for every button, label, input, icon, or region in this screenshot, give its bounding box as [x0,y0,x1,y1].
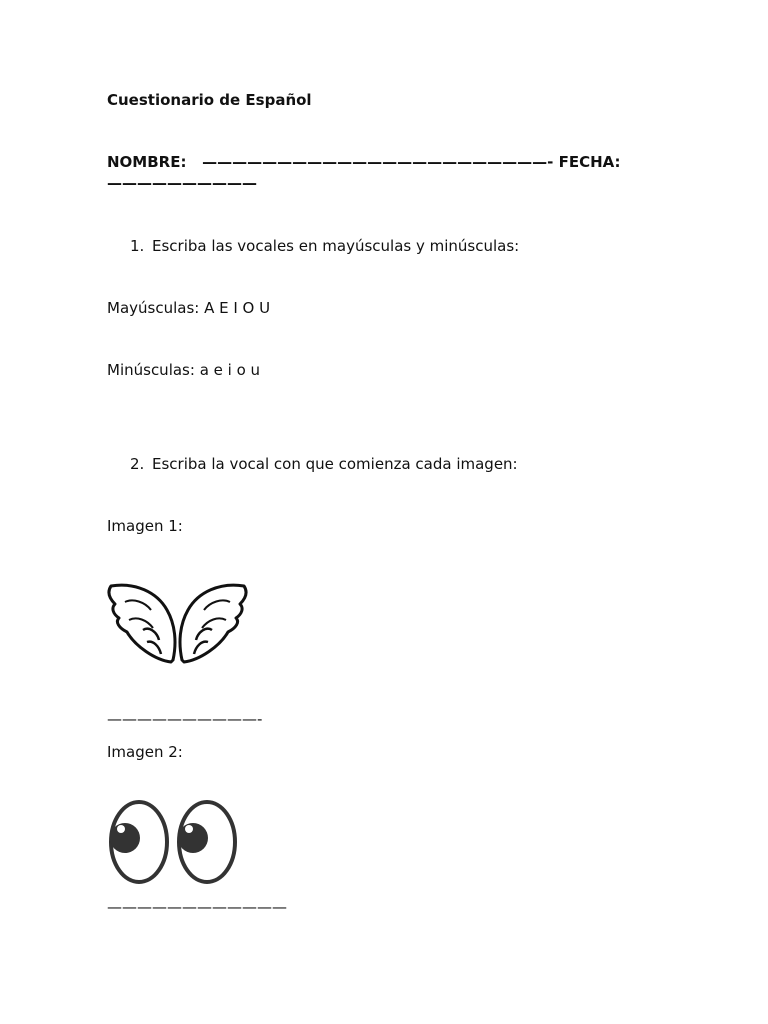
question-2-number: 2. [130,455,145,473]
question-1-text: Escriba las vocales en mayúsculas y minúsculas: [152,237,520,255]
image-2-label: Imagen 2: [107,743,183,761]
uppercase-vowels: Mayúsculas: A E I O U [107,299,271,317]
name-date-line [107,153,621,171]
wings-icon [105,580,250,668]
image-1-answer-line: ——————————- [107,710,263,728]
name-blank-line: ———————————————————————- FECHA: [202,153,621,171]
lowercase-vowels: Minúsculas: a e i o u [107,361,261,379]
image-2-answer-line: ———————————— [107,898,287,916]
question-2-text: Escriba la vocal con que comienza cada imagen: [152,455,518,473]
name-label: NOMBRE: [107,153,187,171]
question-1-number: 1. [130,237,145,255]
image-1-label: Imagen 1: [107,517,183,535]
document-title: Cuestionario de Español [107,91,312,109]
date-blank-line: —————————— [107,174,257,192]
eyes-icon [105,796,239,888]
